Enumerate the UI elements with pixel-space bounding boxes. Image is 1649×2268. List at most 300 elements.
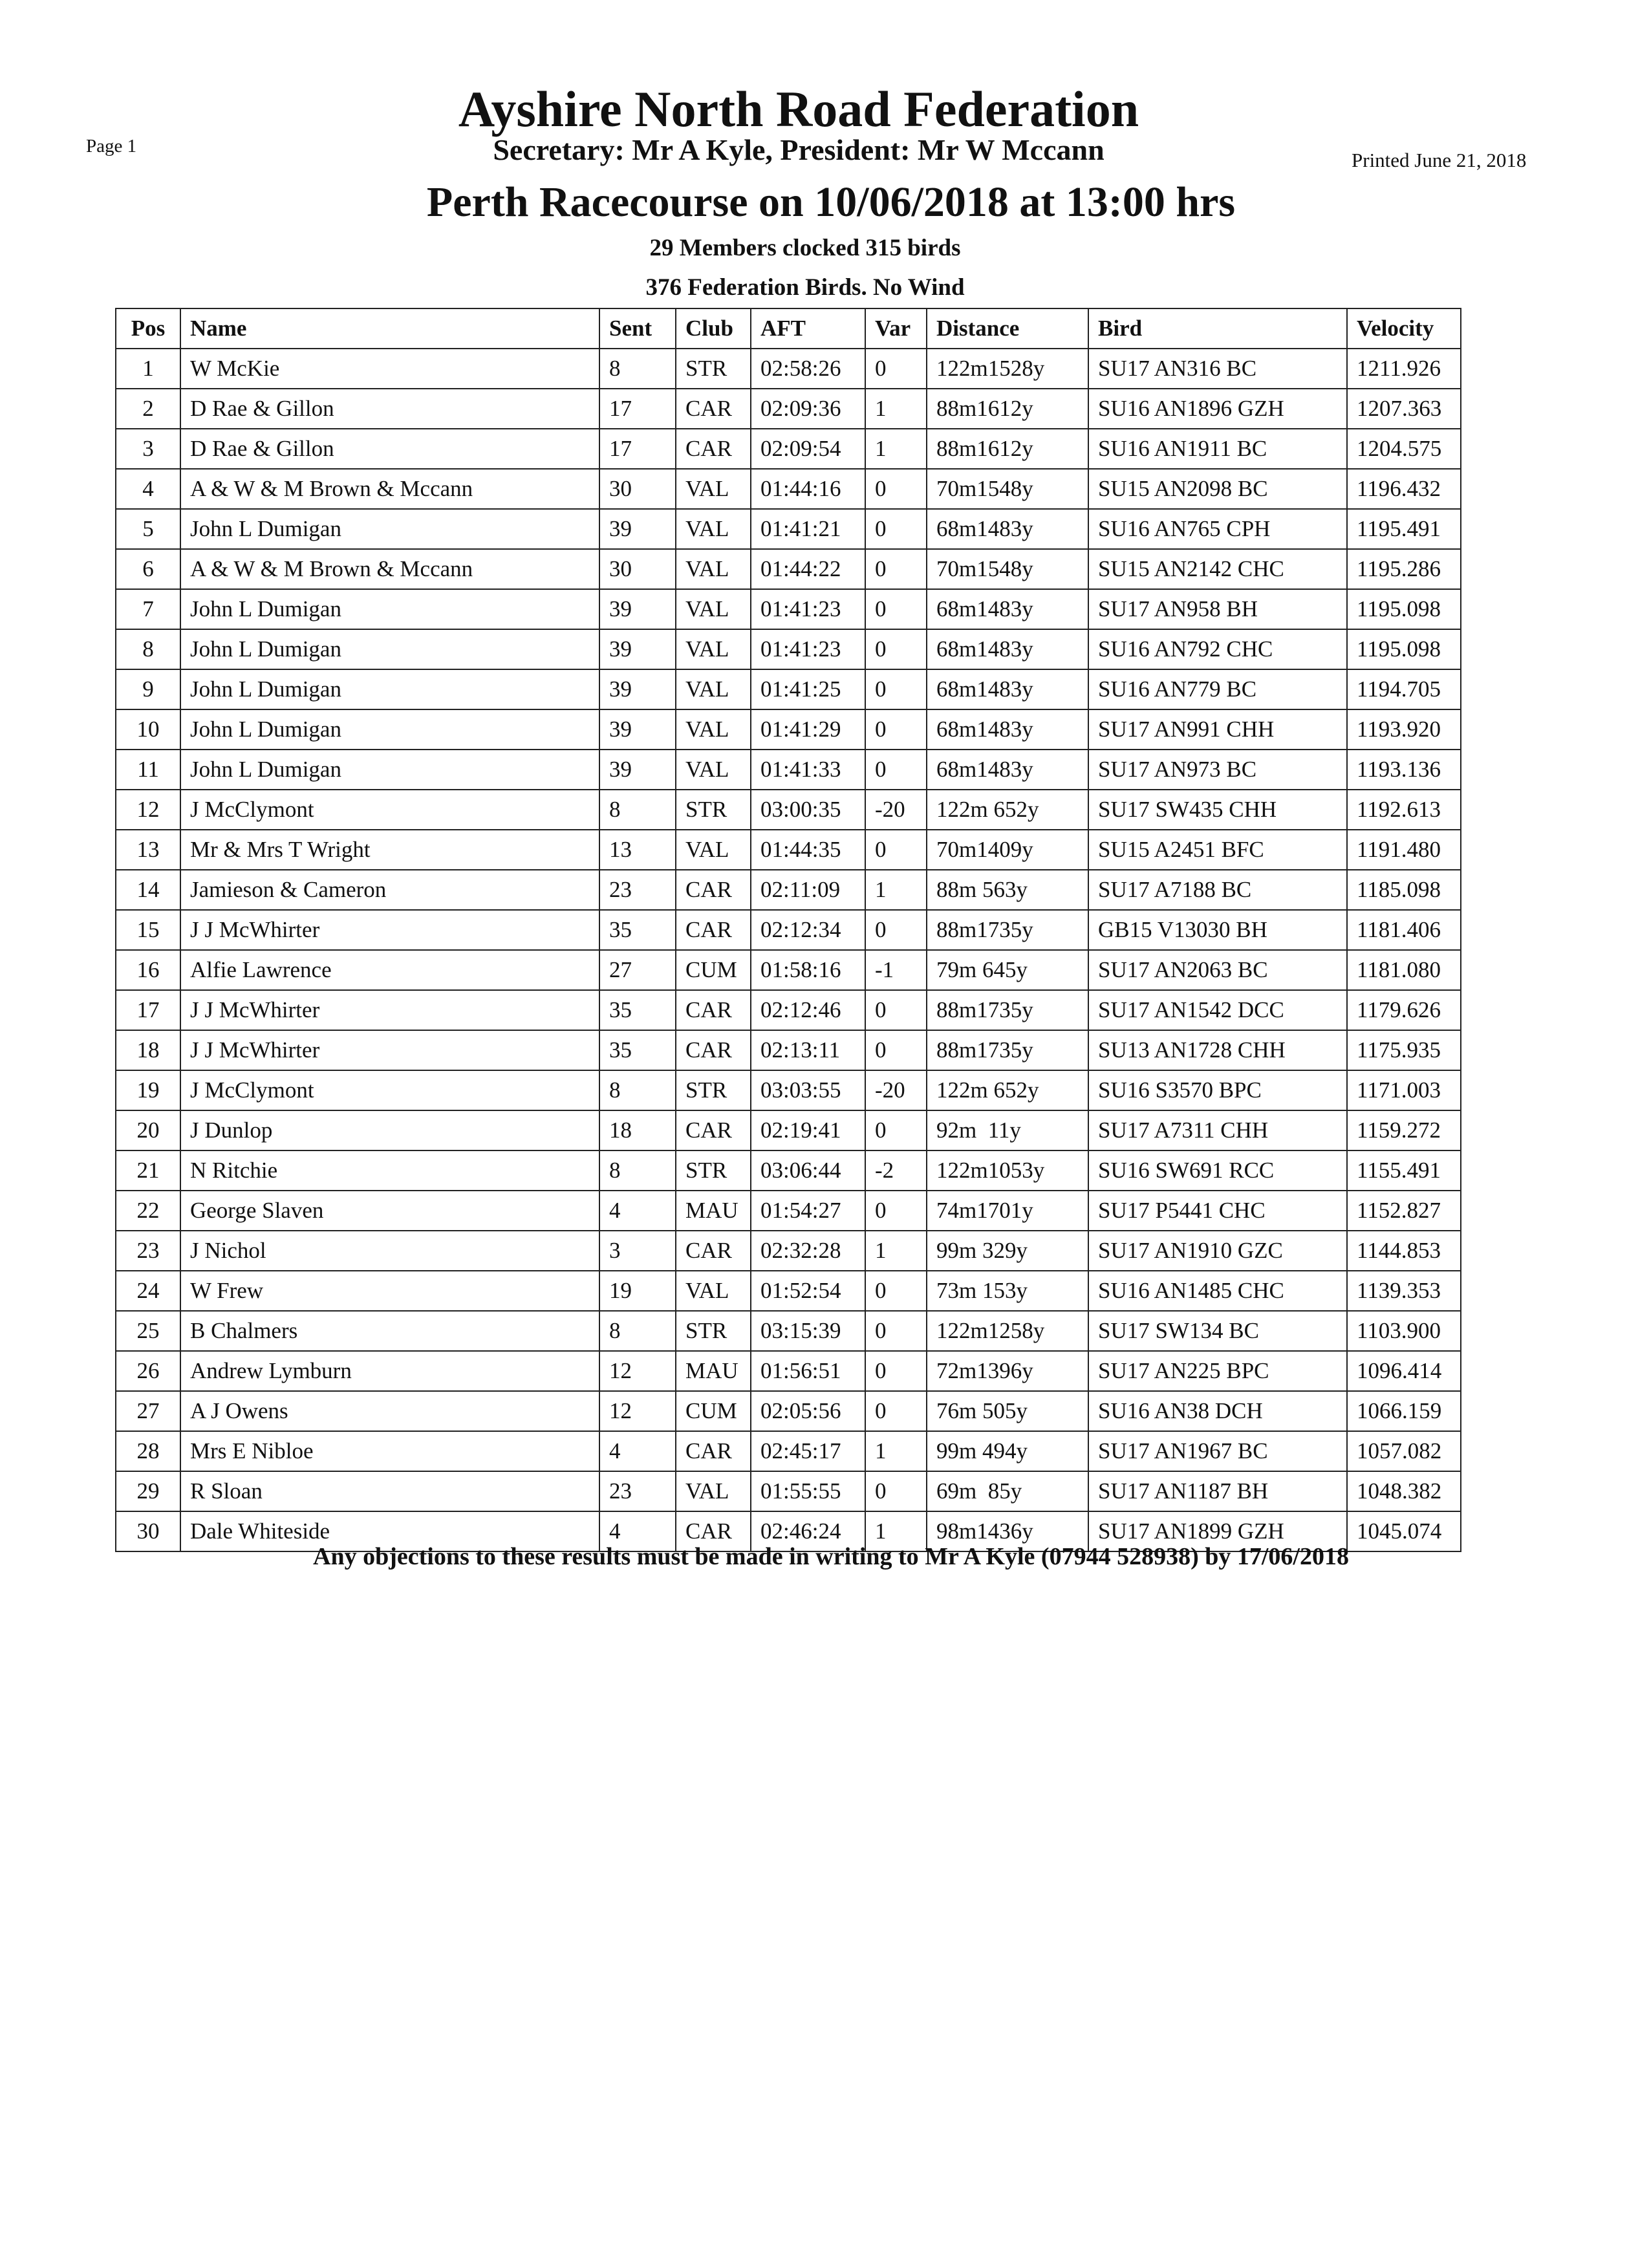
cell-name: Mr & Mrs T Wright <box>180 830 599 870</box>
cell-sent: 8 <box>599 1311 676 1351</box>
column-header-sent: Sent <box>599 308 676 349</box>
cell-velocity: 1048.382 <box>1347 1471 1461 1511</box>
cell-bird: SU15 AN2142 CHC <box>1088 549 1347 589</box>
cell-name: Dale Whiteside <box>180 1511 599 1551</box>
cell-club: CAR <box>676 910 751 950</box>
cell-club: VAL <box>676 830 751 870</box>
cell-pos: 8 <box>116 629 180 669</box>
cell-club: VAL <box>676 750 751 790</box>
cell-var: 1 <box>865 1231 927 1271</box>
cell-club: CAR <box>676 389 751 429</box>
cell-sent: 30 <box>599 549 676 589</box>
cell-pos: 4 <box>116 469 180 509</box>
cell-name: J J McWhirter <box>180 910 599 950</box>
cell-aft: 01:52:54 <box>751 1271 865 1311</box>
cell-bird: SU17 P5441 CHC <box>1088 1191 1347 1231</box>
cell-club: MAU <box>676 1351 751 1391</box>
cell-velocity: 1171.003 <box>1347 1070 1461 1110</box>
cell-distance: 122m1258y <box>927 1311 1088 1351</box>
cell-sent: 13 <box>599 830 676 870</box>
cell-aft: 02:11:09 <box>751 870 865 910</box>
column-header-distance: Distance <box>927 308 1088 349</box>
cell-var: 0 <box>865 1191 927 1231</box>
cell-var: -20 <box>865 1070 927 1110</box>
cell-bird: SU17 AN1967 BC <box>1088 1431 1347 1471</box>
cell-club: CAR <box>676 429 751 469</box>
cell-club: CAR <box>676 1511 751 1551</box>
cell-velocity: 1204.575 <box>1347 429 1461 469</box>
cell-name: D Rae & Gillon <box>180 429 599 469</box>
header-row <box>116 308 1461 349</box>
table-row <box>116 469 1461 509</box>
cell-bird: SU17 AN316 BC <box>1088 349 1347 389</box>
cell-distance: 74m1701y <box>927 1191 1088 1231</box>
cell-name: A J Owens <box>180 1391 599 1431</box>
cell-name: B Chalmers <box>180 1311 599 1351</box>
table-row <box>116 509 1461 549</box>
cell-sent: 17 <box>599 389 676 429</box>
cell-var: 0 <box>865 1391 927 1431</box>
cell-pos: 2 <box>116 389 180 429</box>
cell-bird: SU17 AN991 CHH <box>1088 709 1347 750</box>
cell-bird: SU17 AN225 BPC <box>1088 1351 1347 1391</box>
cell-distance: 88m1735y <box>927 910 1088 950</box>
cell-sent: 35 <box>599 1030 676 1070</box>
table-row <box>116 349 1461 389</box>
cell-pos: 6 <box>116 549 180 589</box>
cell-name: J J McWhirter <box>180 1030 599 1070</box>
table-row <box>116 669 1461 709</box>
race-heading: Perth Racecourse on 10/06/2018 at 13:00 hrs <box>426 178 1236 226</box>
cell-var: 0 <box>865 1351 927 1391</box>
cell-pos: 18 <box>116 1030 180 1070</box>
cell-bird: SU17 AN1542 DCC <box>1088 990 1347 1030</box>
table-row <box>116 1431 1461 1471</box>
cell-velocity: 1155.491 <box>1347 1150 1461 1191</box>
cell-aft: 01:41:29 <box>751 709 865 750</box>
cell-sent: 35 <box>599 910 676 950</box>
cell-var: 0 <box>865 589 927 629</box>
cell-var: 0 <box>865 629 927 669</box>
cell-sent: 27 <box>599 950 676 990</box>
cell-distance: 68m1483y <box>927 750 1088 790</box>
cell-velocity: 1193.136 <box>1347 750 1461 790</box>
cell-bird: SU16 AN779 BC <box>1088 669 1347 709</box>
cell-var: 0 <box>865 1110 927 1150</box>
table-row <box>116 1311 1461 1351</box>
cell-name: R Sloan <box>180 1471 599 1511</box>
cell-var: 0 <box>865 669 927 709</box>
cell-club: VAL <box>676 629 751 669</box>
cell-var: 1 <box>865 429 927 469</box>
cell-club: VAL <box>676 549 751 589</box>
cell-distance: 76m 505y <box>927 1391 1088 1431</box>
cell-aft: 02:46:24 <box>751 1511 865 1551</box>
members-summary: 29 Members clocked 315 birds <box>649 235 961 261</box>
cell-aft: 02:09:54 <box>751 429 865 469</box>
cell-club: CAR <box>676 1431 751 1471</box>
cell-sent: 8 <box>599 349 676 389</box>
cell-var: 0 <box>865 709 927 750</box>
table-row <box>116 1030 1461 1070</box>
cell-bird: SU17 A7311 CHH <box>1088 1110 1347 1150</box>
cell-name: George Slaven <box>180 1191 599 1231</box>
cell-aft: 02:32:28 <box>751 1231 865 1271</box>
table-row <box>116 1271 1461 1311</box>
cell-pos: 25 <box>116 1311 180 1351</box>
cell-distance: 72m1396y <box>927 1351 1088 1391</box>
cell-aft: 02:19:41 <box>751 1110 865 1150</box>
cell-velocity: 1045.074 <box>1347 1511 1461 1551</box>
cell-bird: SU17 AN1187 BH <box>1088 1471 1347 1511</box>
cell-aft: 02:12:34 <box>751 910 865 950</box>
cell-bird: SU17 AN2063 BC <box>1088 950 1347 990</box>
cell-aft: 03:15:39 <box>751 1311 865 1351</box>
column-header-name: Name <box>180 308 599 349</box>
cell-velocity: 1185.098 <box>1347 870 1461 910</box>
cell-sent: 12 <box>599 1391 676 1431</box>
cell-distance: 70m1409y <box>927 830 1088 870</box>
cell-bird: SU15 AN2098 BC <box>1088 469 1347 509</box>
column-header-aft: AFT <box>751 308 865 349</box>
cell-club: STR <box>676 1070 751 1110</box>
federation-summary: 376 Federation Birds. No Wind <box>645 274 965 301</box>
cell-aft: 01:56:51 <box>751 1351 865 1391</box>
table-header <box>116 308 1461 349</box>
cell-pos: 11 <box>116 750 180 790</box>
cell-club: STR <box>676 1311 751 1351</box>
column-header-club: Club <box>676 308 751 349</box>
cell-club: STR <box>676 349 751 389</box>
cell-sent: 8 <box>599 1070 676 1110</box>
cell-velocity: 1066.159 <box>1347 1391 1461 1431</box>
cell-distance: 70m1548y <box>927 469 1088 509</box>
cell-name: John L Dumigan <box>180 750 599 790</box>
cell-bird: SU16 AN765 CPH <box>1088 509 1347 549</box>
cell-aft: 02:45:17 <box>751 1431 865 1471</box>
cell-var: 0 <box>865 1471 927 1511</box>
cell-name: W Frew <box>180 1271 599 1311</box>
cell-pos: 17 <box>116 990 180 1030</box>
cell-sent: 4 <box>599 1431 676 1471</box>
cell-var: 0 <box>865 349 927 389</box>
table-body <box>116 349 1461 1551</box>
table-row <box>116 750 1461 790</box>
cell-club: MAU <box>676 1191 751 1231</box>
cell-bird: SU16 AN1896 GZH <box>1088 389 1347 429</box>
cell-bird: SU15 A2451 BFC <box>1088 830 1347 870</box>
table-row <box>116 1110 1461 1150</box>
cell-pos: 20 <box>116 1110 180 1150</box>
table-row <box>116 589 1461 629</box>
cell-pos: 26 <box>116 1351 180 1391</box>
cell-sent: 19 <box>599 1271 676 1311</box>
cell-distance: 68m1483y <box>927 509 1088 549</box>
cell-var: 0 <box>865 1271 927 1311</box>
cell-var: 1 <box>865 1511 927 1551</box>
objections-note: Any objections to these results must be made in writing to Mr A Kyle (07944 528938) by 17/06/2018 <box>313 1543 1349 1570</box>
cell-sent: 3 <box>599 1231 676 1271</box>
table-row <box>116 1150 1461 1191</box>
table-row <box>116 1191 1461 1231</box>
cell-distance: 88m1612y <box>927 429 1088 469</box>
cell-aft: 03:03:55 <box>751 1070 865 1110</box>
cell-pos: 13 <box>116 830 180 870</box>
cell-aft: 02:58:26 <box>751 349 865 389</box>
cell-distance: 122m 652y <box>927 1070 1088 1110</box>
table-row <box>116 870 1461 910</box>
document-title: Ayshire North Road Federation <box>458 81 1139 137</box>
cell-club: CAR <box>676 1231 751 1271</box>
cell-sent: 39 <box>599 669 676 709</box>
table-row <box>116 950 1461 990</box>
cell-velocity: 1192.613 <box>1347 790 1461 830</box>
cell-pos: 3 <box>116 429 180 469</box>
cell-name: John L Dumigan <box>180 509 599 549</box>
cell-velocity: 1181.406 <box>1347 910 1461 950</box>
cell-var: -1 <box>865 950 927 990</box>
cell-name: Mrs E Nibloe <box>180 1431 599 1471</box>
cell-pos: 10 <box>116 709 180 750</box>
cell-pos: 28 <box>116 1431 180 1471</box>
cell-velocity: 1159.272 <box>1347 1110 1461 1150</box>
table-row <box>116 549 1461 589</box>
cell-bird: SU16 AN1485 CHC <box>1088 1271 1347 1311</box>
cell-pos: 30 <box>116 1511 180 1551</box>
cell-name: J Nichol <box>180 1231 599 1271</box>
cell-var: 0 <box>865 830 927 870</box>
column-header-pos: Pos <box>116 308 180 349</box>
cell-aft: 01:54:27 <box>751 1191 865 1231</box>
secretary-line: Secretary: Mr A Kyle, President: Mr W Mccann <box>493 133 1105 166</box>
cell-var: 0 <box>865 469 927 509</box>
cell-distance: 88m1735y <box>927 1030 1088 1070</box>
cell-name: J McClymont <box>180 1070 599 1110</box>
cell-bird: SU16 S3570 BPC <box>1088 1070 1347 1110</box>
cell-var: 1 <box>865 389 927 429</box>
cell-pos: 12 <box>116 790 180 830</box>
cell-distance: 88m1612y <box>927 389 1088 429</box>
cell-pos: 23 <box>116 1231 180 1271</box>
cell-sent: 35 <box>599 990 676 1030</box>
column-header-var: Var <box>865 308 927 349</box>
cell-bird: GB15 V13030 BH <box>1088 910 1347 950</box>
cell-sent: 39 <box>599 509 676 549</box>
cell-club: CUM <box>676 950 751 990</box>
cell-distance: 68m1483y <box>927 629 1088 669</box>
cell-name: John L Dumigan <box>180 669 599 709</box>
cell-name: A & W & M Brown & Mccann <box>180 469 599 509</box>
cell-velocity: 1195.286 <box>1347 549 1461 589</box>
cell-velocity: 1193.920 <box>1347 709 1461 750</box>
cell-velocity: 1195.491 <box>1347 509 1461 549</box>
cell-pos: 1 <box>116 349 180 389</box>
cell-club: VAL <box>676 1471 751 1511</box>
cell-sent: 8 <box>599 1150 676 1191</box>
cell-bird: SU17 SW435 CHH <box>1088 790 1347 830</box>
cell-sent: 17 <box>599 429 676 469</box>
cell-bird: SU16 SW691 RCC <box>1088 1150 1347 1191</box>
cell-var: 0 <box>865 1030 927 1070</box>
cell-aft: 01:44:35 <box>751 830 865 870</box>
cell-aft: 02:12:46 <box>751 990 865 1030</box>
cell-sent: 39 <box>599 589 676 629</box>
cell-distance: 68m1483y <box>927 589 1088 629</box>
cell-velocity: 1096.414 <box>1347 1351 1461 1391</box>
cell-club: VAL <box>676 1271 751 1311</box>
cell-distance: 68m1483y <box>927 669 1088 709</box>
cell-name: D Rae & Gillon <box>180 389 599 429</box>
cell-velocity: 1207.363 <box>1347 389 1461 429</box>
cell-sent: 4 <box>599 1191 676 1231</box>
table-row <box>116 830 1461 870</box>
cell-aft: 02:05:56 <box>751 1391 865 1431</box>
cell-distance: 122m1053y <box>927 1150 1088 1191</box>
table-row <box>116 790 1461 830</box>
cell-bird: SU13 AN1728 CHH <box>1088 1030 1347 1070</box>
cell-velocity: 1139.353 <box>1347 1271 1461 1311</box>
cell-aft: 01:41:21 <box>751 509 865 549</box>
cell-club: CAR <box>676 1030 751 1070</box>
table-row <box>116 629 1461 669</box>
cell-aft: 01:41:33 <box>751 750 865 790</box>
cell-name: J McClymont <box>180 790 599 830</box>
cell-bird: SU17 SW134 BC <box>1088 1311 1347 1351</box>
cell-name: J J McWhirter <box>180 990 599 1030</box>
table-row <box>116 1391 1461 1431</box>
table-row <box>116 1231 1461 1271</box>
cell-name: Jamieson & Cameron <box>180 870 599 910</box>
cell-var: 0 <box>865 910 927 950</box>
cell-distance: 79m 645y <box>927 950 1088 990</box>
cell-sent: 12 <box>599 1351 676 1391</box>
cell-distance: 68m1483y <box>927 709 1088 750</box>
cell-sent: 8 <box>599 790 676 830</box>
cell-club: VAL <box>676 589 751 629</box>
cell-var: -2 <box>865 1150 927 1191</box>
cell-sent: 23 <box>599 870 676 910</box>
cell-pos: 7 <box>116 589 180 629</box>
cell-club: STR <box>676 1150 751 1191</box>
table-row <box>116 709 1461 750</box>
cell-sent: 39 <box>599 709 676 750</box>
cell-club: VAL <box>676 509 751 549</box>
cell-velocity: 1195.098 <box>1347 589 1461 629</box>
cell-velocity: 1211.926 <box>1347 349 1461 389</box>
cell-distance: 73m 153y <box>927 1271 1088 1311</box>
cell-aft: 03:00:35 <box>751 790 865 830</box>
cell-pos: 9 <box>116 669 180 709</box>
cell-distance: 122m1528y <box>927 349 1088 389</box>
cell-velocity: 1144.853 <box>1347 1231 1461 1271</box>
cell-var: 1 <box>865 870 927 910</box>
cell-velocity: 1195.098 <box>1347 629 1461 669</box>
cell-name: J Dunlop <box>180 1110 599 1150</box>
cell-distance: 98m1436y <box>927 1511 1088 1551</box>
cell-velocity: 1181.080 <box>1347 950 1461 990</box>
cell-sent: 23 <box>599 1471 676 1511</box>
cell-name: N Ritchie <box>180 1150 599 1191</box>
cell-velocity: 1152.827 <box>1347 1191 1461 1231</box>
cell-distance: 69m 85y <box>927 1471 1088 1511</box>
cell-club: STR <box>676 790 751 830</box>
cell-bird: SU16 AN792 CHC <box>1088 629 1347 669</box>
cell-var: 1 <box>865 1431 927 1471</box>
cell-pos: 14 <box>116 870 180 910</box>
cell-bird: SU17 A7188 BC <box>1088 870 1347 910</box>
cell-aft: 02:13:11 <box>751 1030 865 1070</box>
cell-var: 0 <box>865 509 927 549</box>
cell-aft: 03:06:44 <box>751 1150 865 1191</box>
cell-pos: 19 <box>116 1070 180 1110</box>
cell-velocity: 1103.900 <box>1347 1311 1461 1351</box>
cell-distance: 70m1548y <box>927 549 1088 589</box>
table-row <box>116 910 1461 950</box>
cell-var: -20 <box>865 790 927 830</box>
table-row <box>116 389 1461 429</box>
cell-aft: 01:44:22 <box>751 549 865 589</box>
column-header-velocity: Velocity <box>1347 308 1461 349</box>
cell-distance: 92m 11y <box>927 1110 1088 1150</box>
cell-velocity: 1175.935 <box>1347 1030 1461 1070</box>
cell-bird: SU17 AN1910 GZC <box>1088 1231 1347 1271</box>
cell-var: 0 <box>865 1311 927 1351</box>
cell-name: John L Dumigan <box>180 629 599 669</box>
cell-velocity: 1196.432 <box>1347 469 1461 509</box>
cell-sent: 4 <box>599 1511 676 1551</box>
cell-pos: 29 <box>116 1471 180 1511</box>
cell-distance: 122m 652y <box>927 790 1088 830</box>
results-table <box>115 308 1461 1552</box>
column-header-bird: Bird <box>1088 308 1347 349</box>
cell-bird: SU17 AN1899 GZH <box>1088 1511 1347 1551</box>
cell-velocity: 1179.626 <box>1347 990 1461 1030</box>
cell-club: VAL <box>676 669 751 709</box>
cell-club: CAR <box>676 990 751 1030</box>
cell-club: CAR <box>676 1110 751 1150</box>
table-row <box>116 1070 1461 1110</box>
cell-pos: 24 <box>116 1271 180 1311</box>
printed-date: Printed June 21, 2018 <box>1352 149 1527 171</box>
cell-name: W McKie <box>180 349 599 389</box>
cell-sent: 39 <box>599 750 676 790</box>
cell-bird: SU16 AN38 DCH <box>1088 1391 1347 1431</box>
cell-name: Andrew Lymburn <box>180 1351 599 1391</box>
table-row <box>116 1351 1461 1391</box>
cell-var: 0 <box>865 549 927 589</box>
cell-var: 0 <box>865 990 927 1030</box>
cell-name: John L Dumigan <box>180 589 599 629</box>
cell-pos: 27 <box>116 1391 180 1431</box>
cell-velocity: 1057.082 <box>1347 1431 1461 1471</box>
cell-aft: 01:44:16 <box>751 469 865 509</box>
cell-sent: 39 <box>599 629 676 669</box>
cell-club: CUM <box>676 1391 751 1431</box>
cell-distance: 88m 563y <box>927 870 1088 910</box>
cell-name: A & W & M Brown & Mccann <box>180 549 599 589</box>
cell-sent: 18 <box>599 1110 676 1150</box>
cell-bird: SU16 AN1911 BC <box>1088 429 1347 469</box>
cell-aft: 01:41:23 <box>751 589 865 629</box>
cell-name: John L Dumigan <box>180 709 599 750</box>
cell-aft: 02:09:36 <box>751 389 865 429</box>
cell-club: VAL <box>676 709 751 750</box>
cell-club: CAR <box>676 870 751 910</box>
cell-velocity: 1194.705 <box>1347 669 1461 709</box>
cell-pos: 5 <box>116 509 180 549</box>
cell-sent: 30 <box>599 469 676 509</box>
cell-bird: SU17 AN973 BC <box>1088 750 1347 790</box>
